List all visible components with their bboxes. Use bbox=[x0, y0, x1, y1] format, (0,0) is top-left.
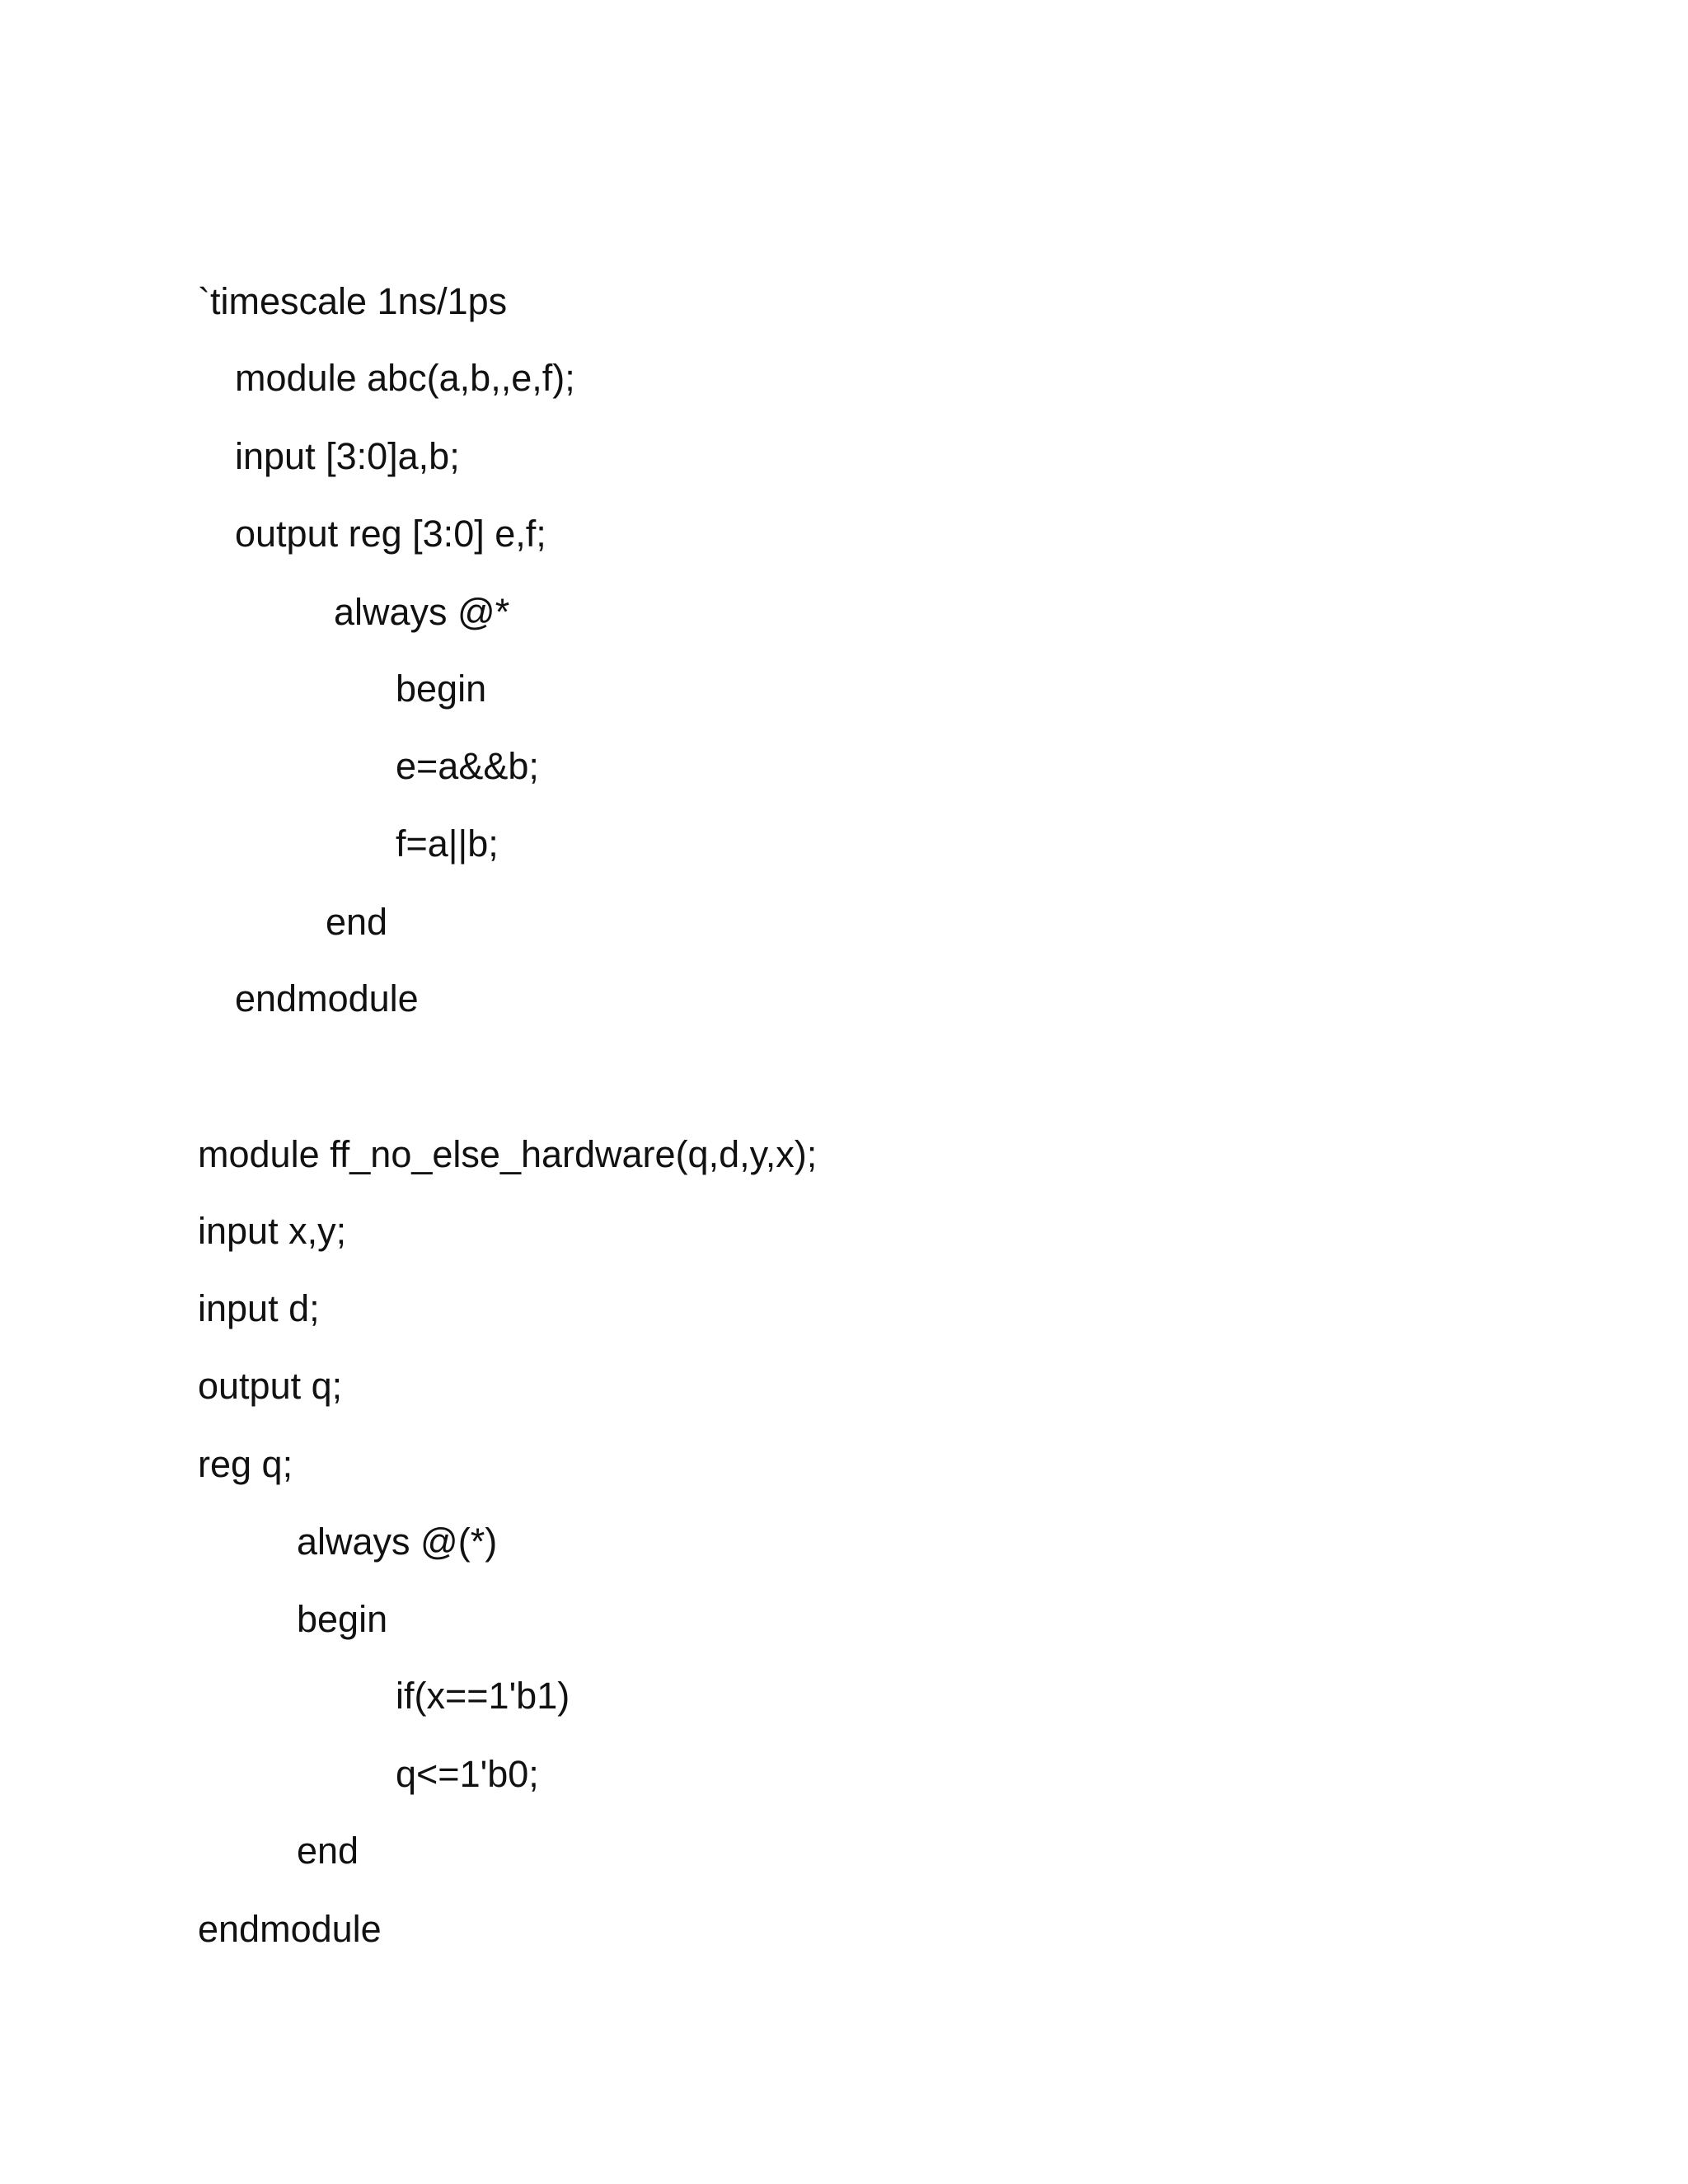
code-line-end-1: end bbox=[326, 901, 388, 943]
code-line-begin-2: begin bbox=[297, 1598, 388, 1640]
code-line-timescale: `timescale 1ns/1ps bbox=[198, 280, 508, 322]
code-line-q-assign: q<=1'b0; bbox=[396, 1753, 539, 1795]
code-line-module-ff: module ff_no_else_hardware(q,d,y,x); bbox=[198, 1133, 818, 1175]
code-line-endmodule-2: endmodule bbox=[198, 1908, 382, 1950]
code-line-output-ef: output reg [3:0] e,f; bbox=[235, 513, 546, 555]
code-line-e-assign: e=a&&b; bbox=[396, 745, 539, 787]
code-line-f-assign: f=a||b; bbox=[396, 823, 499, 865]
code-line-reg-q: reg q; bbox=[198, 1443, 293, 1485]
code-line-output-q: output q; bbox=[198, 1365, 343, 1407]
code-line-input-xy: input x,y; bbox=[198, 1210, 347, 1252]
code-line-endmodule-1: endmodule bbox=[235, 977, 419, 1019]
code-line-module-abc: module abc(a,b,,e,f); bbox=[235, 357, 575, 399]
code-line-begin-1: begin bbox=[396, 668, 487, 710]
code-line-if-x: if(x==1'b1) bbox=[396, 1675, 570, 1717]
code-line-input-ab: input [3:0]a,b; bbox=[235, 435, 460, 477]
code-line-always-paren-star: always @(*) bbox=[297, 1521, 498, 1563]
code-line-end-2: end bbox=[297, 1830, 359, 1872]
code-line-always-star: always @* bbox=[334, 591, 510, 633]
code-line-input-d: input d; bbox=[198, 1287, 320, 1329]
